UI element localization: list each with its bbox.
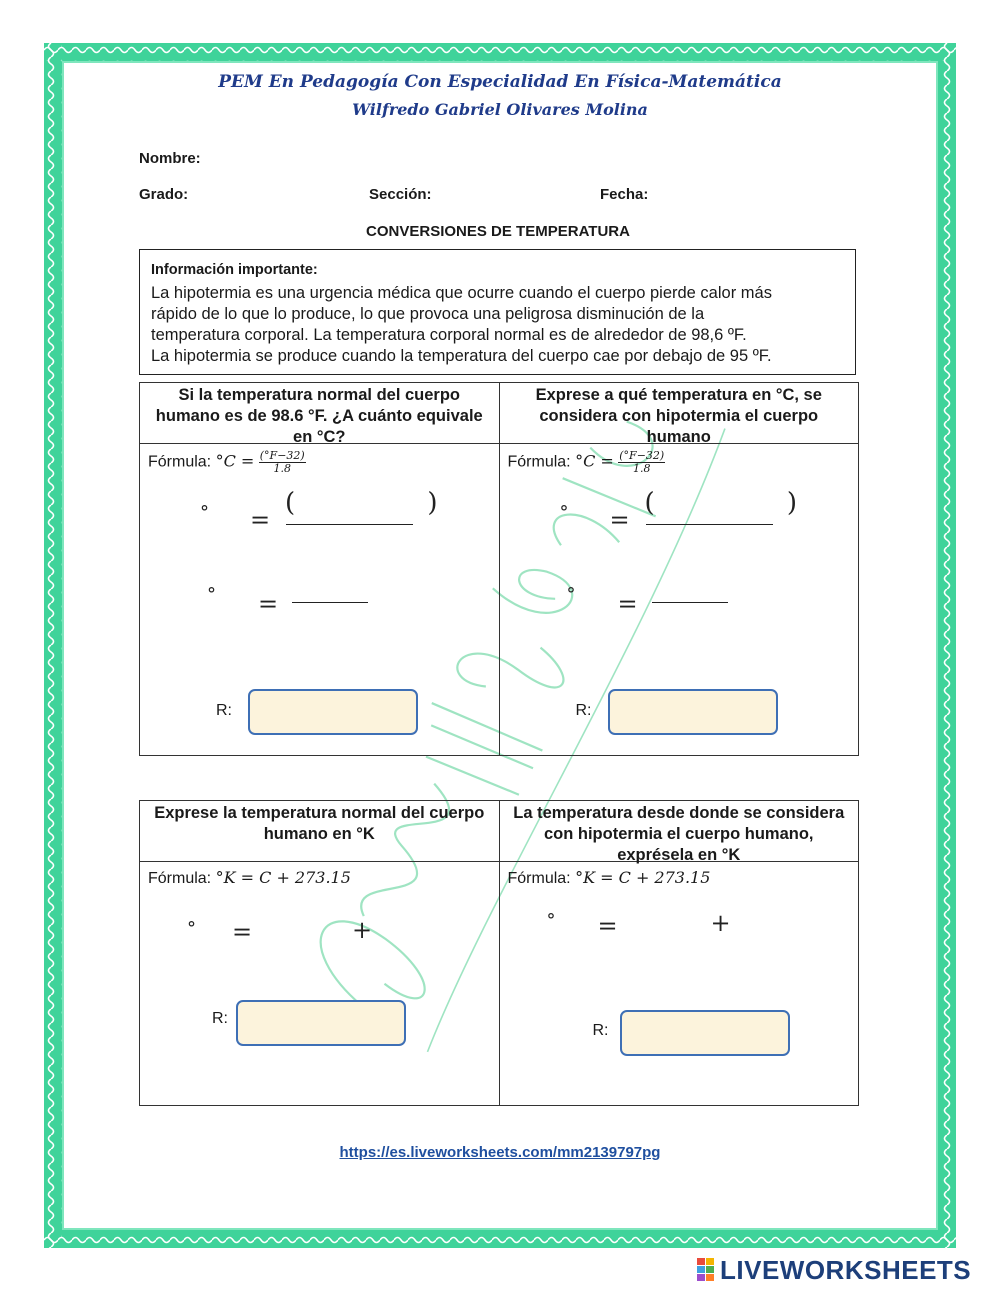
formula-denominator: 1.8	[632, 462, 651, 475]
degree-symbol: °	[187, 918, 196, 939]
fraction-line	[652, 602, 728, 603]
header-line-2: Wilfredo Gabriel Olivares Molina	[352, 100, 648, 119]
equals-symbol: =	[597, 912, 618, 940]
question-1-header	[140, 383, 500, 444]
fraction-line	[286, 524, 413, 525]
question-2-workspace	[499, 444, 859, 756]
answer-label: R:	[575, 702, 592, 719]
answer-label: R:	[212, 1010, 228, 1027]
formula-fraction	[618, 450, 665, 475]
formula-label: Fórmula:	[507, 453, 571, 471]
section-label: Sección:	[369, 186, 432, 203]
equals-symbol: =	[258, 590, 279, 618]
plus-symbol: +	[710, 909, 731, 937]
question-4-workspace	[499, 862, 859, 1106]
brand-name: LIVEWORKSHEETS	[720, 1255, 972, 1285]
formula-lhs: °C =	[215, 451, 255, 471]
formula-denominator: 1.8	[273, 462, 291, 475]
formula-label: Fórmula:	[507, 870, 571, 887]
question-2-text: Exprese a qué temperatura en °C, se considera con hipotermia el cuerpo humano	[535, 386, 822, 446]
answer-box-4[interactable]	[620, 1010, 790, 1056]
celsius-table	[139, 382, 859, 756]
question-1-text: Si la temperatura normal del cuerpo humano es de 98.6 °F. ¿A cuánto equivale en °C?	[155, 386, 483, 446]
grade-label: Grado:	[139, 186, 189, 203]
plus-symbol: +	[352, 916, 373, 944]
formula-label: Fórmula:	[148, 870, 212, 887]
parentheses: ( )	[285, 488, 438, 518]
name-label: Nombre:	[139, 150, 201, 167]
question-3-workspace	[140, 862, 500, 1106]
answer-label: R:	[592, 1022, 609, 1039]
formula-numerator: (°F−32)	[259, 449, 305, 462]
equals-symbol: =	[250, 506, 271, 534]
degree-symbol: °	[546, 910, 556, 931]
formula-kelvin: °K = C + 273.15	[575, 868, 711, 887]
equals-symbol: =	[617, 590, 638, 618]
info-line: La hipotermia se produce cuando la temperatura del cuerpo cae por debajo de 95 ºF.	[151, 347, 772, 365]
formula-kelvin: °K = C + 273.15	[215, 868, 351, 887]
degree-symbol: °	[559, 502, 569, 523]
parentheses: ( )	[644, 488, 798, 518]
formula-fraction	[259, 450, 306, 475]
question-1-workspace	[140, 444, 500, 756]
degree-symbol: °	[207, 584, 216, 605]
question-2-header	[499, 383, 859, 444]
answer-label: R:	[216, 702, 232, 719]
formula-k-2	[508, 868, 711, 888]
formula-k-1	[148, 868, 351, 888]
date-label: Fecha:	[600, 186, 649, 203]
fraction-line	[292, 602, 368, 603]
formula-label: Fórmula:	[148, 453, 212, 471]
formula-c-1	[148, 450, 306, 475]
important-info-box	[139, 249, 856, 375]
formula-numerator: (°F−32)	[619, 449, 665, 462]
kelvin-table	[139, 800, 859, 1106]
question-3-header	[140, 801, 500, 862]
formula-lhs: °C =	[575, 451, 614, 471]
question-4-text: La temperatura desde donde se considera con hipotermia el cuerpo humano, exprésela en °K	[513, 804, 845, 864]
worksheet-link[interactable]: https://es.liveworksheets.com/mm2139797pg	[339, 1144, 661, 1161]
question-3-text: Exprese la temperatura normal del cuerpo humano en °K	[154, 804, 485, 843]
question-4-header	[499, 801, 859, 862]
fraction-line	[646, 524, 773, 525]
equals-symbol: =	[232, 918, 253, 946]
info-heading: Información importante:	[151, 262, 318, 278]
answer-box-3[interactable]	[236, 1000, 406, 1046]
formula-c-2	[508, 450, 666, 475]
header-line-1: PEM En Pedagogía Con Especialidad En Física-Matemática	[218, 72, 782, 92]
info-line: temperatura corporal. La temperatura corporal normal es de alrededor de 98,6 ºF.	[151, 326, 747, 344]
answer-box-1[interactable]	[248, 689, 418, 735]
answer-box-2[interactable]	[608, 689, 778, 735]
info-line: La hipotermia es una urgencia médica que ocurre cuando el cuerpo pierde calor más	[151, 284, 772, 302]
degree-symbol: °	[566, 584, 576, 605]
info-line: rápido de lo que lo produce, lo que provoca una peligrosa disminución de la	[151, 305, 705, 323]
worksheet-title: CONVERSIONES DE TEMPERATURA	[366, 223, 630, 240]
equals-symbol: =	[609, 506, 630, 534]
degree-symbol: °	[200, 502, 209, 523]
